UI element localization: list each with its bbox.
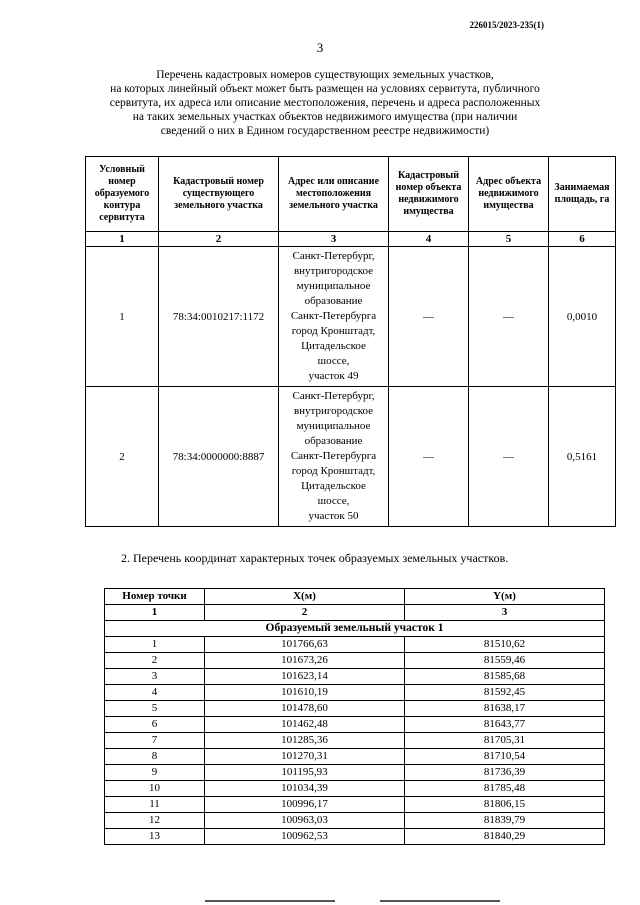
point-number: 8 (105, 749, 205, 765)
table-row (105, 717, 605, 733)
header-x: X(м) (205, 589, 405, 605)
address-cell (279, 387, 389, 527)
title-line: Перечень кадастровых номеров существующих земельных участков, (156, 69, 494, 81)
x-coordinate: 100963,03 (205, 813, 405, 829)
table-row (105, 813, 605, 829)
y-coordinate: 81643,77 (405, 717, 605, 733)
cadastral-number: 78:34:0010217:1172 (159, 247, 279, 387)
table-row (105, 733, 605, 749)
title-line: сервитута, их адреса или описание местоположения, перечень и адреса расположенных (109, 97, 541, 109)
address-line: Санкт-Петербург, (292, 250, 375, 262)
table-row (105, 797, 605, 813)
column-number: 5 (469, 232, 549, 247)
group-title: Образуемый земельный участок 1 (105, 621, 605, 637)
table-row (105, 669, 605, 685)
header-address: Адрес или описание местоположения земельного участка (279, 157, 389, 232)
column-number: 1 (86, 232, 159, 247)
x-coordinate: 101285,36 (205, 733, 405, 749)
y-coordinate: 81638,17 (405, 701, 605, 717)
table-row (105, 637, 605, 653)
point-number: 5 (105, 701, 205, 717)
point-number: 4 (105, 685, 205, 701)
document-title (90, 68, 560, 138)
cadastral-table (85, 156, 616, 527)
object-cadastral: — (389, 387, 469, 527)
header-object-cadastral: Кадастровый номер объекта недвижимого имущества (389, 157, 469, 232)
address-line: участок 50 (308, 510, 359, 522)
point-number: 7 (105, 733, 205, 749)
address-line: шоссе, (317, 355, 350, 367)
x-coordinate: 100962,53 (205, 829, 405, 845)
title-line: на таких земельных участках объектов недвижимого имущества (при наличии (132, 111, 518, 123)
address-line: внутригородское (293, 265, 374, 277)
cadastral-number: 78:34:0000000:8887 (159, 387, 279, 527)
address-line: шоссе, (317, 495, 350, 507)
address-line: город Кронштадт, (291, 325, 376, 337)
address-line: Санкт-Петербурга (290, 450, 377, 462)
group-title-row (105, 621, 605, 637)
point-number: 2 (105, 653, 205, 669)
area-value: 0,5161 (549, 387, 616, 527)
address-line: муниципальное (296, 420, 371, 432)
column-number-row (105, 605, 605, 621)
point-number: 12 (105, 813, 205, 829)
address-line: Санкт-Петербурга (290, 310, 377, 322)
y-coordinate: 81736,39 (405, 765, 605, 781)
table-row (105, 765, 605, 781)
title-line: на которых линейный объект может быть размещен на условиях сервитута, публичного (110, 83, 540, 95)
section-2-title: 2. Перечень координат характерных точек образуемых земельных участков. (121, 551, 509, 565)
x-coordinate: 101195,93 (205, 765, 405, 781)
column-number: 3 (405, 605, 605, 621)
coordinates-table (104, 588, 605, 845)
table-row (105, 653, 605, 669)
address-line: муниципальное (296, 280, 371, 292)
point-number: 13 (105, 829, 205, 845)
address-line: Санкт-Петербург, (292, 390, 375, 402)
header-area: Занимаемая площадь, га (549, 157, 616, 232)
object-address: — (469, 387, 549, 527)
object-cadastral: — (389, 247, 469, 387)
address-line: Цитадельское (301, 480, 366, 492)
column-number: 4 (389, 232, 469, 247)
point-number: 9 (105, 765, 205, 781)
y-coordinate: 81806,15 (405, 797, 605, 813)
column-number: 1 (105, 605, 205, 621)
table-row (105, 781, 605, 797)
point-number: 11 (105, 797, 205, 813)
x-coordinate: 101462,48 (205, 717, 405, 733)
x-coordinate: 101766,63 (205, 637, 405, 653)
table-row (105, 749, 605, 765)
y-coordinate: 81510,62 (405, 637, 605, 653)
area-value: 0,0010 (549, 247, 616, 387)
servitude-number: 2 (86, 387, 159, 527)
point-number: 3 (105, 669, 205, 685)
x-coordinate: 101610,19 (205, 685, 405, 701)
address-line: образование (304, 435, 363, 447)
header-servitude-number: Условный номер образуемого контура сервитута (86, 157, 159, 232)
address-line: город Кронштадт, (291, 465, 376, 477)
header-point-number: Номер точки (105, 589, 205, 605)
point-number: 1 (105, 637, 205, 653)
table-row (105, 829, 605, 845)
y-coordinate: 81705,31 (405, 733, 605, 749)
y-coordinate: 81559,46 (405, 653, 605, 669)
x-coordinate: 101034,39 (205, 781, 405, 797)
column-number: 3 (279, 232, 389, 247)
table-row (105, 701, 605, 717)
x-coordinate: 101673,26 (205, 653, 405, 669)
header-y: Y(м) (405, 589, 605, 605)
address-cell (279, 247, 389, 387)
y-coordinate: 81585,68 (405, 669, 605, 685)
header-cadastral-number: Кадастровый номер существующего земельного участка (159, 157, 279, 232)
x-coordinate: 100996,17 (205, 797, 405, 813)
object-address: — (469, 247, 549, 387)
title-line: сведений о них в Едином государственном реестре недвижимости) (160, 125, 490, 137)
column-number: 2 (159, 232, 279, 247)
column-number-row (86, 232, 616, 247)
y-coordinate: 81839,79 (405, 813, 605, 829)
header-object-address: Адрес объекта недвижимого имущества (469, 157, 549, 232)
footer-divider (380, 900, 500, 902)
point-number: 6 (105, 717, 205, 733)
document-id: 226015/2023-235(1) (469, 20, 544, 30)
page-number: 3 (316, 40, 324, 55)
y-coordinate: 81840,29 (405, 829, 605, 845)
address-line: внутригородское (293, 405, 374, 417)
address-line: Цитадельское (301, 340, 366, 352)
servitude-number: 1 (86, 247, 159, 387)
x-coordinate: 101478,60 (205, 701, 405, 717)
table-row (86, 387, 616, 527)
column-number: 6 (549, 232, 616, 247)
y-coordinate: 81785,48 (405, 781, 605, 797)
address-line: образование (304, 295, 363, 307)
footer-divider (205, 900, 335, 902)
table-row (86, 247, 616, 387)
y-coordinate: 81592,45 (405, 685, 605, 701)
x-coordinate: 101623,14 (205, 669, 405, 685)
x-coordinate: 101270,31 (205, 749, 405, 765)
point-number: 10 (105, 781, 205, 797)
table-row (105, 685, 605, 701)
y-coordinate: 81710,54 (405, 749, 605, 765)
address-line: участок 49 (308, 370, 359, 382)
column-number: 2 (205, 605, 405, 621)
